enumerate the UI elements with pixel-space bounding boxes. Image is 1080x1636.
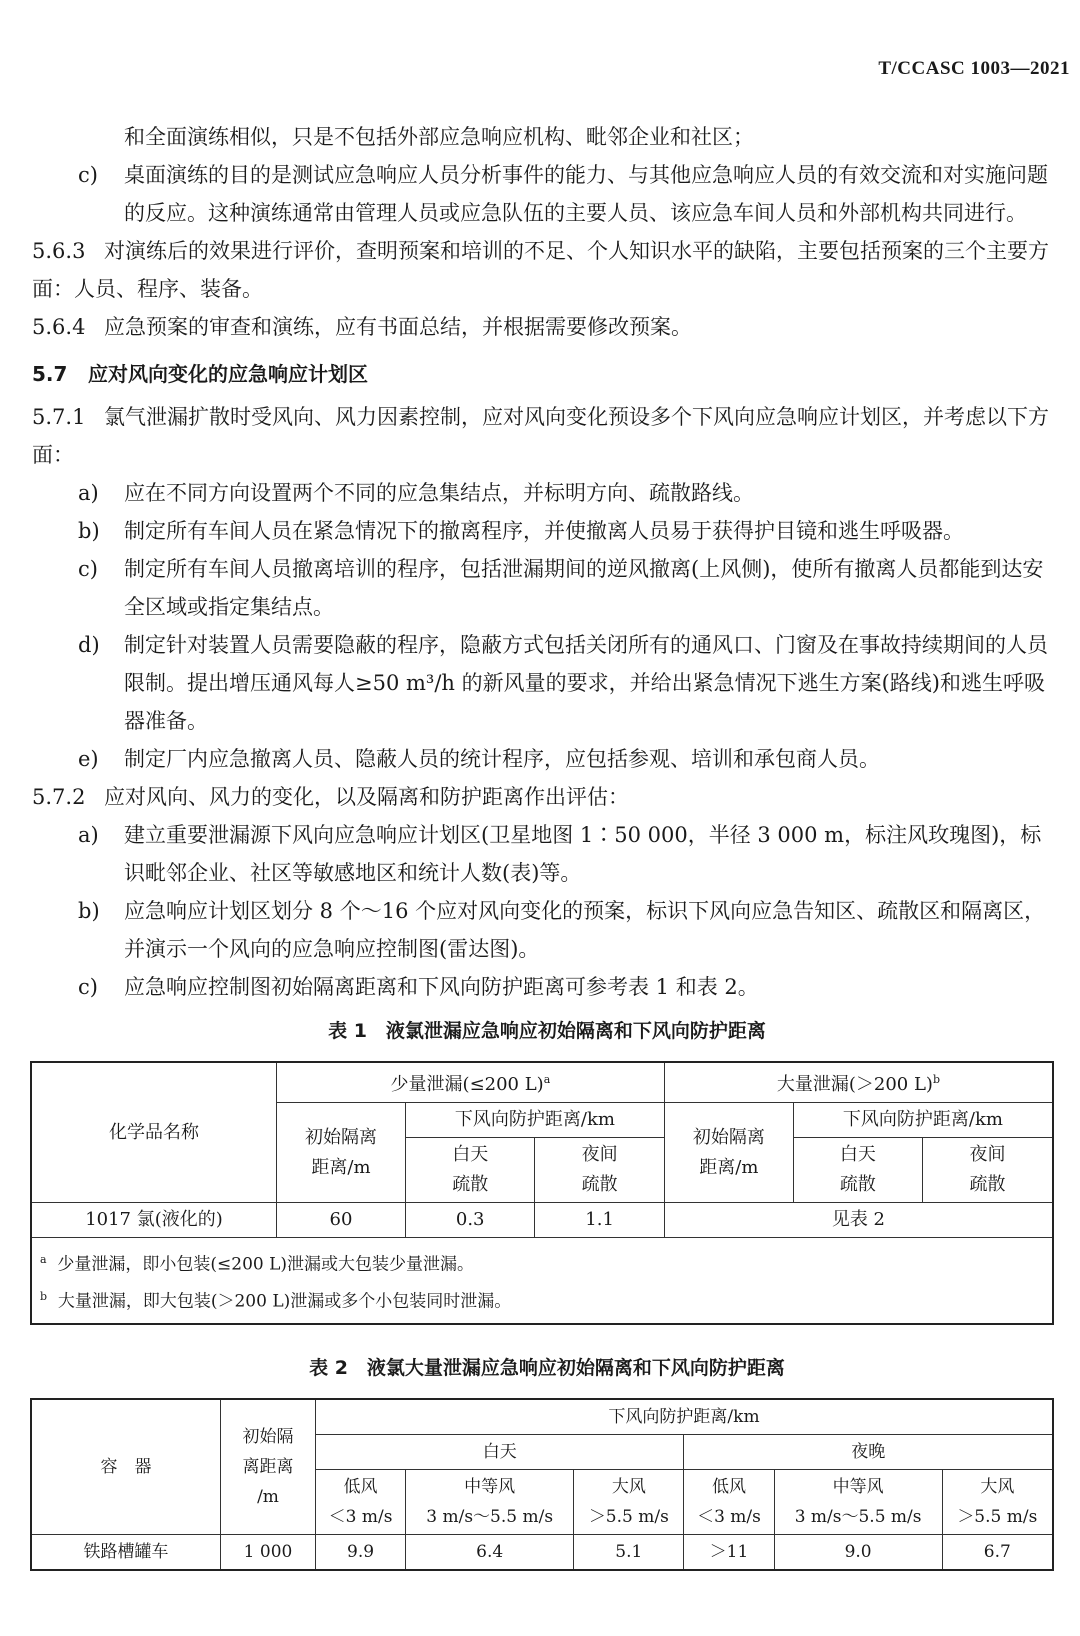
header-line: 距离/m bbox=[699, 1156, 759, 1178]
list-item bbox=[32, 968, 1062, 1006]
list-item-b-continuation: 和全面演练相似，只是不包括外部应急响应机构、毗邻企业和社区； bbox=[124, 125, 754, 149]
list-label: a) bbox=[78, 823, 99, 847]
header-line: 白天 bbox=[452, 1144, 489, 1165]
list-item-c bbox=[32, 156, 1062, 232]
header-line: 中等风 bbox=[832, 1477, 884, 1498]
clause-number: 5.6.3 bbox=[32, 239, 86, 263]
header-line: /m bbox=[257, 1487, 279, 1508]
table-header-cell bbox=[406, 1470, 574, 1535]
table-header-cell bbox=[793, 1138, 922, 1203]
list-label: e) bbox=[78, 747, 99, 771]
list-label: b) bbox=[78, 519, 100, 543]
footnote-marker: a bbox=[40, 1253, 47, 1266]
table-header-cell bbox=[942, 1470, 1053, 1535]
table-cell: 6.4 bbox=[406, 1535, 574, 1571]
header-line: 低风 bbox=[343, 1477, 378, 1498]
footnote-marker: a bbox=[543, 1073, 551, 1086]
table-cell: 铁路槽罐车 bbox=[31, 1535, 221, 1571]
table-header-cell bbox=[406, 1138, 535, 1203]
clause-number: 5.7.2 bbox=[32, 785, 86, 809]
list-text: 应急响应控制图初始隔离距离和下风向防护距离可参考表 1 和表 2。 bbox=[124, 975, 759, 999]
clause-number: 5.7.1 bbox=[32, 405, 86, 429]
table-cell: 1.1 bbox=[535, 1203, 664, 1238]
footnote-a bbox=[40, 1244, 1044, 1281]
table-cell: ＞11 bbox=[684, 1535, 774, 1571]
table-header-cell bbox=[922, 1138, 1053, 1203]
header-line: 3 m/s～5.5 m/s bbox=[794, 1507, 922, 1528]
list-item bbox=[32, 740, 1062, 778]
table-header-cell: 化学品名称 bbox=[31, 1062, 277, 1203]
table-header-cell: 下风向防护距离/km bbox=[406, 1103, 665, 1138]
header-line: 初始隔离 bbox=[305, 1126, 377, 1148]
header-line: 疏散 bbox=[581, 1174, 618, 1195]
table-header-cell bbox=[664, 1062, 1053, 1103]
table-notes bbox=[31, 1238, 1053, 1325]
table-cell: 9.9 bbox=[316, 1535, 406, 1571]
list-item bbox=[32, 512, 1062, 550]
list-text: 应急响应计划区划分 8 个～16 个应对风向变化的预案，标识下风向应急告知区、疏散区和隔离区，并演示一个风向的应急响应控制图(雷达图)。 bbox=[124, 899, 1046, 961]
header-line: 初始隔离 bbox=[692, 1126, 765, 1148]
header-line: 低风 bbox=[711, 1477, 746, 1498]
table-header-cell bbox=[574, 1470, 684, 1535]
list-item bbox=[32, 550, 1062, 626]
list-item bbox=[32, 816, 1062, 892]
table-cell: 1017 氯(液化的) bbox=[31, 1203, 277, 1238]
header-line: ＞5.5 m/s bbox=[957, 1507, 1038, 1528]
clause-text: 应急预案的审查和演练，应有书面总结，并根据需要修改预案。 bbox=[104, 315, 692, 339]
header-line: 初始隔 bbox=[242, 1427, 294, 1448]
table-row bbox=[31, 1535, 1053, 1571]
list-item bbox=[32, 474, 1062, 512]
table-cell: 0.3 bbox=[406, 1203, 535, 1238]
header-line: 疏散 bbox=[839, 1174, 876, 1195]
header-line: 大风 bbox=[611, 1477, 646, 1498]
table-cell: 60 bbox=[277, 1203, 406, 1238]
table-header-cell: 容 器 bbox=[31, 1399, 221, 1535]
table-header-cell bbox=[277, 1103, 406, 1203]
header-line: ＜3 m/s bbox=[328, 1507, 393, 1528]
table-header-cell bbox=[221, 1399, 316, 1535]
header-line: ＜3 m/s bbox=[697, 1507, 761, 1528]
table-2-caption: 表 2 液氯大量泄漏应急响应初始隔离和下风向防护距离 bbox=[309, 1357, 785, 1380]
clause-5-6-4 bbox=[32, 308, 1062, 346]
table-header-cell bbox=[316, 1470, 406, 1535]
header-line: 中等风 bbox=[464, 1477, 516, 1498]
header-line: 疏散 bbox=[969, 1174, 1006, 1195]
footnote-b bbox=[40, 1281, 1044, 1318]
table-header-cell bbox=[277, 1062, 665, 1103]
clause-5-7-2 bbox=[32, 778, 1062, 816]
header-line: 夜间 bbox=[581, 1144, 618, 1165]
header-line: ＞5.5 m/s bbox=[588, 1507, 669, 1528]
page-body bbox=[32, 118, 1062, 1571]
section-title-5-7 bbox=[32, 356, 1062, 392]
list-text: 建立重要泄漏源下风向应急响应计划区(卫星地图 1∶50 000，半径 3 000 m，标注风玫瑰图)，标识毗邻企业、社区等敏感地区和统计人数(表)等。 bbox=[124, 823, 1042, 885]
footnote-marker: b bbox=[40, 1289, 48, 1303]
table-cell: 5.1 bbox=[574, 1535, 684, 1571]
footnote-marker: b bbox=[932, 1073, 940, 1086]
table-1-caption: 表 1 液氯泄漏应急响应初始隔离和下风向防护距离 bbox=[328, 1020, 766, 1042]
table-header-cell bbox=[774, 1470, 942, 1535]
small-leak-label: 少量泄漏(≤200 L) bbox=[390, 1074, 544, 1095]
table-header-cell bbox=[684, 1470, 774, 1535]
table-header-cell: 下风向防护距离/km bbox=[316, 1399, 1054, 1435]
list-item bbox=[32, 892, 1062, 968]
table-header-cell: 下风向防护距离/km bbox=[793, 1103, 1053, 1138]
table-header-cell bbox=[535, 1138, 664, 1203]
list-item bbox=[32, 626, 1062, 740]
clause-number: 5.6.4 bbox=[32, 315, 86, 339]
table-cell: 1 000 bbox=[221, 1535, 316, 1571]
header-line: 大风 bbox=[980, 1477, 1015, 1498]
table-2 bbox=[30, 1398, 1054, 1571]
clause-text: 对演练后的效果进行评价，查明预案和培训的不足、个人知识水平的缺陷，主要包括预案的三个主要方面：人员、程序、装备。 bbox=[32, 239, 1049, 301]
table-1 bbox=[30, 1061, 1054, 1325]
list-text: 桌面演练的目的是测试应急响应人员分析事件的能力、与其他应急响应人员的有效交流和对实施问题的反应。这种演练通常由管理人员或应急队伍的主要人员、该应急车间人员和外部机构共同进行。 bbox=[124, 163, 1048, 225]
table-header-cell bbox=[664, 1103, 793, 1203]
list-label: d) bbox=[78, 633, 100, 657]
list-text: 制定所有车间人员在紧急情况下的撤离程序，并使撤离人员易于获得护目镜和逃生呼吸器。 bbox=[124, 519, 964, 543]
list-label: c) bbox=[78, 557, 98, 581]
list-text: 应在不同方向设置两个不同的应急集结点，并标明方向、疏散路线。 bbox=[124, 481, 754, 505]
table-row bbox=[31, 1203, 1053, 1238]
footnote-text: 少量泄漏，即小包装(≤200 L)泄漏或大包装少量泄漏。 bbox=[57, 1254, 475, 1275]
header-line: 白天 bbox=[839, 1144, 876, 1165]
section-number: 5.7 bbox=[32, 362, 68, 386]
header-line: 距离/m bbox=[311, 1156, 371, 1178]
list-text: 制定针对装置人员需要隐蔽的程序，隐蔽方式包括关闭所有的通风口、门窗及在事故持续期间的人员限制。提出增压通风每人≥50 m³/h 的新风量的要求，并给出紧急情况下逃生方案(路线)和逃生呼吸器准备。 bbox=[124, 633, 1048, 733]
table-cell: 见表 2 bbox=[664, 1203, 1053, 1238]
table-header-cell: 夜晚 bbox=[684, 1435, 1053, 1470]
list-label: b) bbox=[78, 899, 100, 923]
list-text: 制定厂内应急撤离人员、隐蔽人员的统计程序，应包括参观、培训和承包商人员。 bbox=[124, 747, 880, 771]
large-leak-label: 大量泄漏(＞200 L) bbox=[776, 1074, 933, 1095]
footnote-text: 大量泄漏，即大包装(＞200 L)泄漏或多个小包装同时泄漏。 bbox=[57, 1291, 512, 1312]
clause-text: 应对风向、风力的变化，以及隔离和防护距离作出评估： bbox=[104, 785, 629, 809]
table-header-cell: 白天 bbox=[316, 1435, 684, 1470]
clause-text: 氯气泄漏扩散时受风向、风力因素控制，应对风向变化预设多个下风向应急响应计划区，并考虑以下方面： bbox=[32, 405, 1049, 467]
header-line: 离距离 bbox=[242, 1457, 294, 1478]
section-heading: 应对风向变化的应急响应计划区 bbox=[88, 362, 368, 386]
header-line: 3 m/s～5.5 m/s bbox=[426, 1507, 554, 1528]
list-label: a) bbox=[78, 481, 99, 505]
table-cell: 9.0 bbox=[774, 1535, 942, 1571]
document-code: T/CCASC 1003—2021 bbox=[878, 58, 1070, 79]
header-line: 疏散 bbox=[452, 1174, 489, 1195]
list-label: c) bbox=[78, 975, 98, 999]
header-line: 夜间 bbox=[969, 1144, 1006, 1165]
table-cell: 6.7 bbox=[942, 1535, 1053, 1571]
clause-5-6-3 bbox=[32, 232, 1062, 308]
list-text: 制定所有车间人员撤离培训的程序，包括泄漏期间的逆风撤离(上风侧)，使所有撤离人员都能到达安全区域或指定集结点。 bbox=[124, 557, 1044, 619]
clause-5-7-1 bbox=[32, 398, 1062, 474]
list-label: c) bbox=[78, 163, 98, 187]
